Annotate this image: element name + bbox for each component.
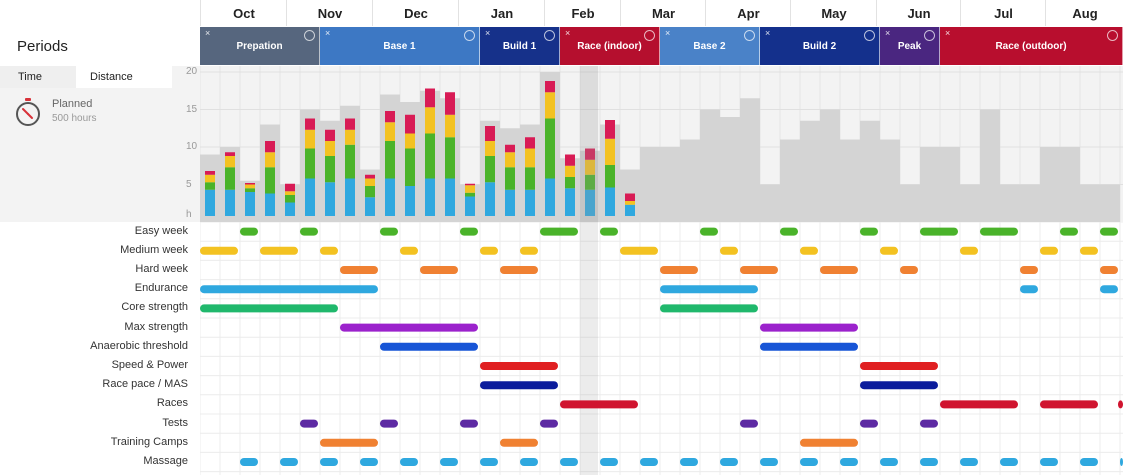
planned-bar xyxy=(700,110,720,223)
plan-bar-massage[interactable] xyxy=(440,458,458,466)
plan-bar-tests[interactable] xyxy=(460,420,478,428)
planned-bar xyxy=(880,140,900,223)
bar-hard xyxy=(325,130,335,141)
plan-bar-medium[interactable] xyxy=(520,247,538,255)
plan-bar-easy[interactable] xyxy=(920,228,958,236)
bar-hard xyxy=(525,137,535,148)
plan-bar-easy[interactable] xyxy=(780,228,798,236)
close-icon[interactable]: × xyxy=(765,28,771,38)
bar-endurance xyxy=(265,194,275,217)
planned-bar xyxy=(960,185,980,223)
month-dec: Dec xyxy=(372,0,459,26)
plan-bar-medium[interactable] xyxy=(880,247,898,255)
row-label-anaerobic: Anaerobic threshold xyxy=(90,339,188,352)
bar-hard xyxy=(385,111,395,122)
planned-bar xyxy=(660,147,680,222)
bar-hard xyxy=(485,126,495,141)
plan-bar-massage[interactable] xyxy=(680,458,698,466)
bar-endurance xyxy=(425,179,435,217)
plan-bar-endurance[interactable] xyxy=(200,285,378,293)
period-label: Build 1 xyxy=(502,40,537,52)
planned-bar xyxy=(640,147,660,222)
bar-easy xyxy=(525,167,535,190)
planned-bar xyxy=(760,185,780,223)
plan-bar-hard[interactable] xyxy=(1020,266,1038,274)
bar-endurance xyxy=(525,190,535,216)
bar-endurance xyxy=(565,188,575,216)
bar-hard xyxy=(305,119,315,130)
chart-side-panel xyxy=(0,66,200,222)
bar-hard xyxy=(365,175,375,179)
bar-hard xyxy=(425,89,435,108)
plan-bar-massage[interactable] xyxy=(360,458,378,466)
plan-bar-anaerobic[interactable] xyxy=(760,343,858,351)
plan-bar-massage[interactable] xyxy=(800,458,818,466)
planned-bar xyxy=(800,121,820,222)
bar-medium xyxy=(625,201,635,205)
bar-endurance xyxy=(445,179,455,217)
circle-icon[interactable] xyxy=(744,30,755,41)
plan-bar-anaerobic[interactable] xyxy=(380,343,478,351)
plan-bar-hard[interactable] xyxy=(660,266,698,274)
plan-bar-core[interactable] xyxy=(200,304,338,312)
bar-medium xyxy=(265,152,275,167)
row-label-hard: Hard week xyxy=(135,263,188,275)
plan-bar-races[interactable] xyxy=(1040,400,1098,408)
bar-endurance xyxy=(345,179,355,217)
plan-bar-camps[interactable] xyxy=(800,439,858,447)
bar-medium xyxy=(345,130,355,145)
bar-medium xyxy=(445,115,455,138)
planned-bar xyxy=(1080,185,1100,223)
plan-bar-medium[interactable] xyxy=(480,247,498,255)
bar-medium xyxy=(525,149,535,168)
plan-bar-core[interactable] xyxy=(660,304,758,312)
y-tick-label: 10 xyxy=(186,141,198,152)
plan-bar-racepace[interactable] xyxy=(860,381,938,389)
plan-bar-camps[interactable] xyxy=(320,439,378,447)
bar-hard xyxy=(505,145,515,153)
bar-hard xyxy=(625,194,635,202)
training-plan-grid xyxy=(200,222,1123,475)
y-tick-label: 20 xyxy=(186,66,198,77)
bar-easy xyxy=(605,165,615,188)
plan-bar-massage[interactable] xyxy=(520,458,538,466)
bar-hard xyxy=(205,171,215,175)
plan-bar-speed[interactable] xyxy=(480,362,558,370)
y-tick-label: 5 xyxy=(186,178,192,190)
bar-endurance xyxy=(505,190,515,216)
planned-bar xyxy=(860,121,880,222)
circle-icon[interactable] xyxy=(544,30,555,41)
plan-bar-hard[interactable] xyxy=(420,266,458,274)
periods-row xyxy=(200,26,1123,66)
period-label: Race (indoor) xyxy=(577,40,642,52)
plan-bar-easy[interactable] xyxy=(240,228,258,236)
bar-easy xyxy=(505,167,515,190)
bar-hard xyxy=(265,141,275,152)
month-feb: Feb xyxy=(544,0,621,26)
plan-bar-max[interactable] xyxy=(760,324,858,332)
plan-bar-tests[interactable] xyxy=(380,420,398,428)
bar-endurance xyxy=(365,197,375,216)
training-volume-chart xyxy=(200,66,1123,222)
plan-bar-hard[interactable] xyxy=(1100,266,1118,274)
bar-medium xyxy=(485,141,495,156)
planned-bar xyxy=(1020,185,1040,223)
close-icon[interactable]: × xyxy=(665,28,671,38)
plan-bar-medium[interactable] xyxy=(1080,247,1098,255)
bar-medium xyxy=(305,130,315,149)
current-week-highlight xyxy=(580,222,598,475)
plan-bar-hard[interactable] xyxy=(740,266,778,274)
plan-bar-easy[interactable] xyxy=(1100,228,1118,236)
plan-bar-hard[interactable] xyxy=(900,266,918,274)
periods-title: Periods xyxy=(17,38,68,55)
bar-endurance xyxy=(305,179,315,217)
bar-hard xyxy=(545,81,555,92)
plan-bar-max[interactable] xyxy=(340,324,478,332)
y-tick-label: h xyxy=(186,208,192,220)
plan-bar-massage[interactable] xyxy=(1000,458,1018,466)
month-may: May xyxy=(790,0,877,26)
bar-medium xyxy=(545,92,555,118)
plan-bar-speed[interactable] xyxy=(860,362,938,370)
bar-easy xyxy=(205,182,215,190)
planned-hours: 500 hours xyxy=(52,113,97,124)
planned-bar xyxy=(1060,147,1080,222)
y-tick-label: 15 xyxy=(186,103,198,115)
plan-bar-massage[interactable] xyxy=(960,458,978,466)
plan-bar-tests[interactable] xyxy=(300,420,318,428)
planned-bar xyxy=(1040,147,1060,222)
bar-easy xyxy=(405,149,415,187)
bar-easy xyxy=(445,137,455,178)
row-label-tests: Tests xyxy=(162,416,188,429)
circle-icon[interactable] xyxy=(924,30,935,41)
close-icon[interactable]: × xyxy=(565,28,571,38)
plan-bar-tests[interactable] xyxy=(740,420,758,428)
current-week-highlight xyxy=(580,66,598,222)
planned-bar xyxy=(940,147,960,222)
bar-endurance xyxy=(605,188,615,217)
bar-hard xyxy=(245,183,255,185)
plan-bar-massage[interactable] xyxy=(480,458,498,466)
tab-distance[interactable]: Distance xyxy=(76,66,172,88)
bar-easy xyxy=(245,188,255,192)
close-icon[interactable]: × xyxy=(945,28,951,38)
close-icon[interactable]: × xyxy=(885,28,891,38)
bar-medium xyxy=(385,122,395,141)
bar-hard xyxy=(345,119,355,130)
bar-easy xyxy=(485,156,495,182)
planned-bar xyxy=(920,147,940,222)
month-apr: Apr xyxy=(705,0,791,26)
period-peak[interactable] xyxy=(880,27,940,65)
plan-bar-tests[interactable] xyxy=(860,420,878,428)
close-icon[interactable]: × xyxy=(485,28,491,38)
bar-hard xyxy=(225,152,235,156)
bar-medium xyxy=(425,107,435,133)
bar-medium xyxy=(605,139,615,165)
bar-medium xyxy=(405,134,415,149)
bar-easy xyxy=(565,177,575,188)
bar-easy xyxy=(365,186,375,197)
month-mar: Mar xyxy=(620,0,706,26)
period-base-1[interactable] xyxy=(320,27,480,65)
bar-endurance xyxy=(545,179,555,217)
row-label-racepace: Race pace / MAS xyxy=(102,378,188,391)
bar-medium xyxy=(565,166,575,177)
bar-easy xyxy=(545,119,555,179)
plan-bar-easy[interactable] xyxy=(860,228,878,236)
stopwatch-icon xyxy=(14,97,42,127)
bar-hard xyxy=(565,155,575,166)
period-label: Prepation xyxy=(236,40,283,52)
bar-hard xyxy=(445,92,455,115)
period-label: Base 1 xyxy=(383,40,416,52)
plan-bar-medium[interactable] xyxy=(400,247,418,255)
plan-bar-massage[interactable] xyxy=(720,458,738,466)
bar-medium xyxy=(505,152,515,167)
planned-bar xyxy=(1000,185,1020,223)
plan-bar-massage[interactable] xyxy=(600,458,618,466)
bar-endurance xyxy=(405,186,415,216)
plan-bar-massage[interactable] xyxy=(560,458,578,466)
period-label: Peak xyxy=(897,40,922,52)
close-icon[interactable]: × xyxy=(205,28,211,38)
plan-bar-races[interactable] xyxy=(1118,400,1123,408)
row-label-massage: Massage xyxy=(143,455,188,467)
row-label-speed: Speed & Power xyxy=(111,359,188,371)
plan-bar-medium[interactable] xyxy=(720,247,738,255)
row-label-core: Core strength xyxy=(121,301,188,314)
bar-medium xyxy=(245,185,255,189)
plan-bar-races[interactable] xyxy=(560,400,638,408)
planned-bar xyxy=(740,98,760,222)
bar-easy xyxy=(345,145,355,179)
planned-bar xyxy=(720,117,740,222)
row-label-medium: Medium week xyxy=(120,243,188,256)
bar-hard xyxy=(285,184,295,192)
plan-bar-hard[interactable] xyxy=(340,266,378,274)
planned-bar xyxy=(1100,185,1120,223)
month-header xyxy=(200,0,1123,26)
circle-icon[interactable] xyxy=(644,30,655,41)
plan-bar-easy[interactable] xyxy=(540,228,578,236)
bar-easy xyxy=(225,167,235,190)
period-label: Build 2 xyxy=(802,40,837,52)
bar-medium xyxy=(465,185,475,193)
plan-bar-massage[interactable] xyxy=(1040,458,1058,466)
circle-icon[interactable] xyxy=(864,30,875,41)
circle-icon[interactable] xyxy=(464,30,475,41)
planned-bar xyxy=(900,185,920,223)
period-label: Race (outdoor) xyxy=(995,40,1067,52)
plan-bar-tests[interactable] xyxy=(920,420,938,428)
bar-endurance xyxy=(245,192,255,216)
bar-endurance xyxy=(325,182,335,216)
plan-bar-easy[interactable] xyxy=(380,228,398,236)
plan-bar-endurance[interactable] xyxy=(1020,285,1038,293)
plan-bar-medium[interactable] xyxy=(800,247,818,255)
bar-easy xyxy=(385,141,395,179)
row-label-easy: Easy week xyxy=(134,224,188,237)
plan-bar-races[interactable] xyxy=(940,400,1018,408)
plan-bar-massage[interactable] xyxy=(640,458,658,466)
planned-bar xyxy=(840,140,860,223)
plan-bar-medium[interactable] xyxy=(620,247,658,255)
plan-bar-medium[interactable] xyxy=(320,247,338,255)
planned-bar xyxy=(980,110,1000,223)
plan-bar-medium[interactable] xyxy=(960,247,978,255)
bar-easy xyxy=(425,134,435,179)
bar-endurance xyxy=(225,190,235,216)
bar-medium xyxy=(325,141,335,156)
row-label-races: Races xyxy=(156,397,188,410)
period-build-2[interactable] xyxy=(760,27,880,65)
bar-hard xyxy=(605,120,615,139)
plan-bar-hard[interactable] xyxy=(820,266,858,274)
bar-endurance xyxy=(485,182,495,216)
circle-icon[interactable] xyxy=(1107,30,1118,41)
plan-bar-medium[interactable] xyxy=(1040,247,1058,255)
row-label-camps: Training Camps xyxy=(110,435,188,448)
plan-bar-massage[interactable] xyxy=(920,458,938,466)
plan-bar-massage[interactable] xyxy=(280,458,298,466)
planned-bar xyxy=(780,140,800,223)
plan-bar-tests[interactable] xyxy=(540,420,558,428)
period-base-2[interactable] xyxy=(660,27,760,65)
plan-bar-massage[interactable] xyxy=(760,458,778,466)
plan-bar-medium[interactable] xyxy=(200,247,238,255)
period-prepation[interactable] xyxy=(200,27,320,65)
month-aug: Aug xyxy=(1045,0,1123,26)
plan-bar-easy[interactable] xyxy=(600,228,618,236)
bar-endurance xyxy=(385,179,395,217)
plan-bar-camps[interactable] xyxy=(500,439,538,447)
plan-bar-massage[interactable] xyxy=(320,458,338,466)
plan-bar-massage[interactable] xyxy=(400,458,418,466)
period-race-outdoor[interactable] xyxy=(940,27,1123,65)
bar-endurance xyxy=(205,190,215,216)
bar-hard xyxy=(405,115,415,134)
period-label: Base 2 xyxy=(693,40,726,52)
plan-bar-massage[interactable] xyxy=(240,458,258,466)
planned-label: Planned xyxy=(52,98,93,110)
plan-bar-hard[interactable] xyxy=(500,266,538,274)
close-icon[interactable]: × xyxy=(325,28,331,38)
bar-easy xyxy=(305,149,315,179)
plan-bar-easy[interactable] xyxy=(980,228,1018,236)
plan-bar-easy[interactable] xyxy=(700,228,718,236)
bar-easy xyxy=(465,193,475,197)
bar-easy xyxy=(265,167,275,193)
plan-bar-endurance[interactable] xyxy=(1100,285,1118,293)
plan-bar-easy[interactable] xyxy=(300,228,318,236)
circle-icon[interactable] xyxy=(304,30,315,41)
bar-easy xyxy=(325,156,335,182)
tab-time[interactable]: Time xyxy=(0,66,76,88)
bar-medium xyxy=(205,175,215,183)
period-race-indoor[interactable] xyxy=(560,27,660,65)
bar-hard xyxy=(465,184,475,186)
month-jul: Jul xyxy=(960,0,1046,26)
plan-bar-medium[interactable] xyxy=(260,247,298,255)
plan-bar-endurance[interactable] xyxy=(660,285,758,293)
plan-bar-massage[interactable] xyxy=(880,458,898,466)
month-oct: Oct xyxy=(200,0,287,26)
bar-endurance xyxy=(625,205,635,216)
plan-bar-easy[interactable] xyxy=(460,228,478,236)
bar-endurance xyxy=(285,203,295,217)
month-jun: Jun xyxy=(876,0,961,26)
period-build-1[interactable] xyxy=(480,27,560,65)
planned-bar xyxy=(680,140,700,223)
plan-bar-racepace[interactable] xyxy=(480,381,558,389)
bar-easy xyxy=(285,195,295,203)
bar-medium xyxy=(225,156,235,167)
bar-medium xyxy=(285,191,295,195)
month-nov: Nov xyxy=(286,0,373,26)
planned-bar xyxy=(820,110,840,223)
plan-bar-massage[interactable] xyxy=(840,458,858,466)
row-label-max: Max strength xyxy=(124,320,188,333)
month-jan: Jan xyxy=(458,0,545,26)
plan-bar-massage[interactable] xyxy=(1080,458,1098,466)
plan-bar-easy[interactable] xyxy=(1060,228,1078,236)
row-label-endurance: Endurance xyxy=(134,282,188,295)
bar-endurance xyxy=(465,197,475,217)
bar-medium xyxy=(365,179,375,187)
